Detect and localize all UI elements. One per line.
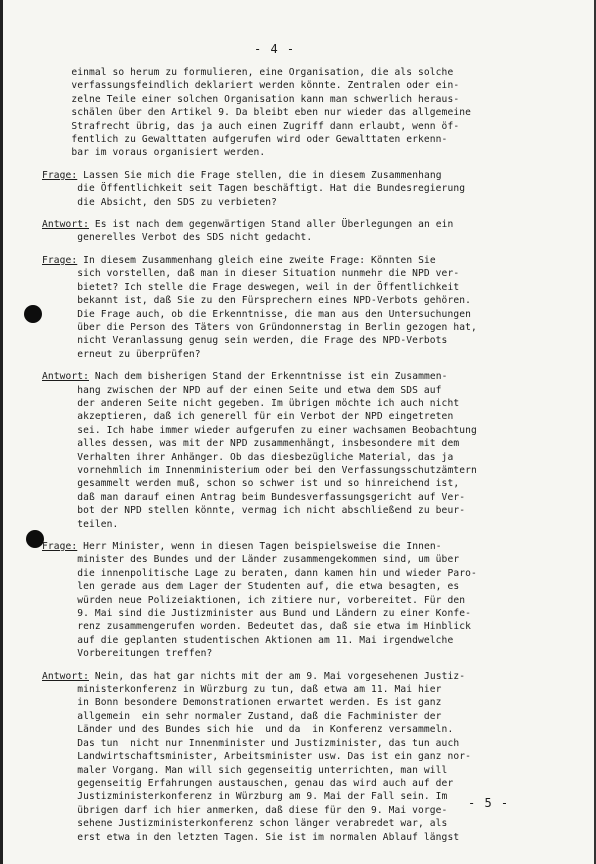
question-block <box>42 169 532 209</box>
paragraph-block <box>42 66 532 160</box>
text-line: über die Person des Täters von Gründonnerstag in Berlin gezogen hat, <box>42 321 477 333</box>
next-page-marker: - 5 - <box>468 796 510 810</box>
text-line: vornehmlich im Innenministerium oder bei den Verfassungsschutzämtern <box>42 464 477 476</box>
text-line: bekannt ist, daß Sie zu den Fürsprechern eines NPD-Verbots gehören. <box>42 295 471 307</box>
text-line: generelles Verbot des SDS nicht gedacht. <box>42 232 313 244</box>
text-line: Landwirtschaftsminister, Arbeitsminister usw. Das ist ein ganz nor- <box>42 751 471 763</box>
text-line: bar im voraus organisiert werden. <box>42 147 266 159</box>
text-line: auf die geplanten studentischen Aktionen am 11. Mai irgendwelche <box>42 634 454 646</box>
text-line: bietet? Ich stelle die Frage deswegen, weil in der Öffentlichkeit <box>42 281 460 293</box>
question-block <box>42 254 532 361</box>
text-line: gesammelt werden muß, schon so schwer ist und so hinreichend ist, <box>42 478 460 490</box>
text-line: erst etwa in den letzten Tagen. Sie ist im normalen Ablauf längst <box>42 831 460 843</box>
text-line: ministerkonferenz in Würzburg zu tun, daß etwa am 11. Mai hier <box>42 684 442 696</box>
speaker-label: Frage: <box>42 169 78 181</box>
text-line: nicht Veranlassung genug sein werden, die Frage des NPD-Verbots <box>42 335 448 347</box>
text-line: sich vorstellen, daß man in dieser Situation nunmehr die NPD ver- <box>42 268 460 280</box>
text-line: schälen über den Artikel 9. Da bleibt eben nur wieder das allgemeine <box>42 107 471 119</box>
text-line: würden neue Polizeiaktionen, ich zitiere nur, vorbereitet. Für den <box>42 594 466 606</box>
text-line: fentlich zu Gewalttaten aufgerufen wird oder Gewalttaten erkenn- <box>42 134 448 146</box>
text-line: len gerade aus dem Lager der Studenten auf, die etwa besagten, es <box>42 581 460 593</box>
text-line: der anderen Seite nicht gegeben. Im übrigen möchte ich auch nicht <box>42 397 460 409</box>
text-line: Verhalten ihrer Anhänger. Ob das diesbezügliche Material, das ja <box>42 451 454 463</box>
speaker-label: Antwort: <box>42 371 90 383</box>
text-line: Das tun nicht nur Innenminister und Justizminister, das tun auch <box>42 737 460 749</box>
text-line: einmal so herum zu formulieren, eine Organisation, die als solche <box>42 67 454 78</box>
text-line: die Absicht, den SDS zu verbieten? <box>42 196 278 208</box>
text-line: renz zusammengerufen worden. Bedeutet das, daß sie etwa im Hinblick <box>42 621 471 633</box>
text-line: 9. Mai sind die Justizminister aus Bund und Ländern zu einer Konfe- <box>42 608 471 620</box>
answer-block <box>42 370 532 531</box>
speaker-label: Frage: <box>42 254 78 266</box>
text-line <box>42 254 532 267</box>
text-line: bot der NPD stellen könnte, vermag ich nicht abschließend zu beur- <box>42 505 466 517</box>
text-line: zelne Teile einer solchen Organisation kann man schwerlich heraus- <box>42 93 460 105</box>
line-text: In diesem Zusammenhang gleich eine zweite Frage: Könnten Sie <box>77 254 436 266</box>
text-line <box>42 169 532 182</box>
document-body <box>42 66 532 853</box>
text-line: akzeptieren, daß ich generell für ein Verbot der NPD eingetreten <box>42 411 454 423</box>
text-line: gegenseitig Erfahrungen austauschen, genau das wird auch auf der <box>42 777 454 789</box>
question-block <box>42 540 532 661</box>
text-line <box>42 370 532 383</box>
speaker-label: Frage: <box>42 541 78 552</box>
text-line: hang zwischen der NPD auf der einen Seite und etwa dem SDS auf <box>42 384 442 396</box>
text-line: die innenpolitische Lage zu beraten, dann kamen hin und wieder Paro- <box>42 567 477 579</box>
line-text: Herr Minister, wenn in diesen Tagen beispielsweise die Innen- <box>77 541 442 552</box>
page-number: - 4 - <box>254 42 296 56</box>
punch-hole-upper <box>24 305 42 323</box>
text-line: Justizministerkonferenz in Würzburg am 9. Mai der Fall sein. Im <box>42 791 448 803</box>
text-line: teilen. <box>42 518 119 530</box>
text-line <box>42 670 532 683</box>
text-line: die Öffentlichkeit seit Tagen beschäftigt. Hat die Bundesregierung <box>42 183 466 195</box>
text-line: erneut zu überprüfen? <box>42 348 201 360</box>
speaker-label: Antwort: <box>42 219 90 231</box>
text-line: Die Frage auch, ob die Erkenntnisse, die man aus den Untersuchungen <box>42 308 471 320</box>
text-line <box>42 218 532 231</box>
line-text: Es ist nach dem gegenwärtigen Stand aller Überlegungen an ein <box>89 219 454 231</box>
line-text: Lassen Sie mich die Frage stellen, die in diesem Zusammenhang <box>77 169 442 181</box>
line-text: Nein, das hat gar nichts mit der am 9. Mai vorgesehenen Justiz- <box>89 670 466 682</box>
text-line: Vorbereitungen treffen? <box>42 648 213 660</box>
text-line: Länder und des Bundes sich hie und da in Konferenz versammeln. <box>42 724 454 736</box>
answer-block <box>42 670 532 844</box>
text-line: Strafrecht übrig, das ja auch einen Zugriff dann erlaubt, wenn öf- <box>42 120 460 132</box>
text-line: minister des Bundes und der Länder zusammengekommen sind, um über <box>42 554 460 566</box>
text-line: in Bonn besondere Demonstrationen erwartet werden. Es ist ganz <box>42 697 442 709</box>
text-line <box>42 540 532 553</box>
speaker-label: Antwort: <box>42 670 90 682</box>
text-line: alles dessen, was mit der NPD zusammenhängt, insbesondere mit dem <box>42 438 460 450</box>
line-text: Nach dem bisherigen Stand der Erkenntnisse ist ein Zusammen- <box>89 371 448 383</box>
text-line: sehene Justizministerkonferenz schon länger verabredet war, als <box>42 818 448 830</box>
answer-block <box>42 218 532 245</box>
text-line: verfassungsfeindlich deklariert werden könnte. Zentralen oder ein- <box>42 80 460 92</box>
text-line: allgemein ein sehr normaler Zustand, daß die Fachminister der <box>42 710 442 722</box>
text-line: übrigen darf ich hier anmerken, daß diese für den 9. Mai vorge- <box>42 804 448 816</box>
text-line: daß man darauf einen Antrag beim Bundesverfassungsgericht auf Ver- <box>42 491 466 503</box>
text-line: maler Vorgang. Man will sich gegenseitig unterrichten, man will <box>42 764 448 776</box>
text-line: sei. Ich habe immer wieder aufgerufen zu einer wachsamen Beobachtung <box>42 424 477 436</box>
